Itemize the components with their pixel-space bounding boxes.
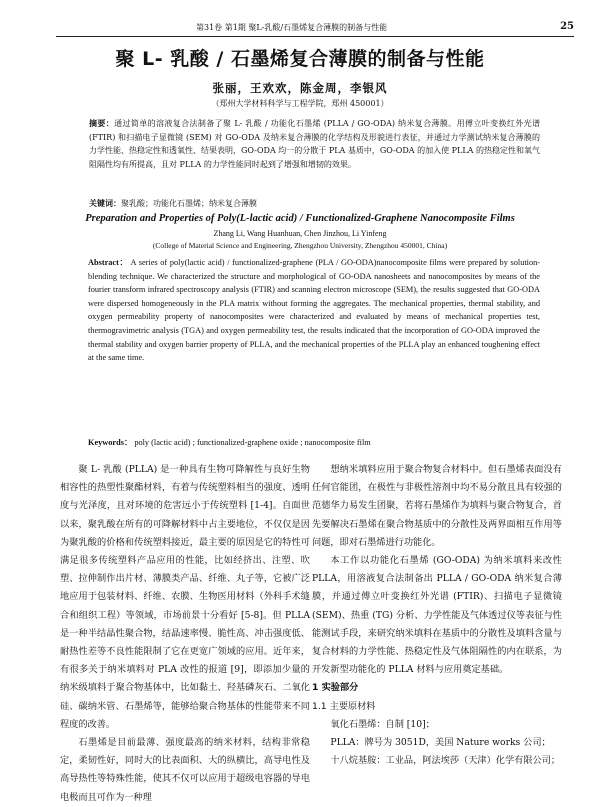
body-paragraph: 本工作以功能化石墨烯 (GO-ODA) 为纳米填料来改性 PLLA，用溶液复合法制备出 PLLA / GO-ODA 纳米复合薄膜，并通过傅立叶变换红外光谱 (FTIR)、扫描电子显微镜 (SEM)、热重 (TG) 分析、力学性能及气体透过仪等表征与性能测试手段，来研究纳米填料在基质中的分散性及填料含量与复合材料的力学性能、热稳定性及气体阻隔性的内在联系，为开发新型功能化的 PLLA 材料与应用奠定基础。 — [312, 555, 562, 676]
material-item: PLLA：牌号为 3051D，美国 Nature works 公司； — [330, 737, 551, 749]
affiliation-en: (College of Material Science and Engineering, Zhengzhou University, Zhengzhou 450001, China) — [152, 241, 448, 250]
authors-en: Zhang Li, Wang Huanhuan, Chen Jinzhou, Li Yinfeng — [213, 229, 387, 238]
section-heading: 1 实验部分 — [312, 682, 359, 694]
keywords-cn — [89, 198, 540, 209]
keywords-en — [88, 436, 540, 448]
body-paragraph: 石墨烯是目前最薄、强度最高的纳米材料，结构非常稳定，柔韧性好，同时大的比表面积、大的纵横比，高导电性及高导热性等特殊性能，使其不仅可以应用于超级电容器的导电电极而且可作为一种理 — [60, 737, 310, 803]
paper-title-cn: 聚 L- 乳酸 / 石墨烯复合薄膜的制备与性能 — [115, 48, 485, 70]
keywords-cn-text: 聚乳酸；功能化石墨烯；纳米复合薄膜 — [121, 199, 257, 208]
body-column-right — [312, 461, 562, 770]
body-column-left — [60, 461, 310, 807]
affiliation-cn: （郑州大学材料科学与工程学院，郑州 450001） — [211, 99, 389, 108]
subsection-heading: 1.1 主要原材料 — [312, 700, 376, 712]
body-paragraph: 想纳米填料应用于聚合物复合材料中。但石墨烯表面没有任何官能团，在极性与非极性溶剂中均不易分散且具有较强的范德华力易发生团聚，若将石墨烯作为填料与聚合物复合，首先要解决石墨烯在聚合物基质中的分散性及两界面相互作用等问题，即对石墨烯进行功能化。 — [312, 464, 562, 548]
material-item: 氧化石墨烯：自制 [10]； — [330, 718, 435, 730]
abstract-en — [88, 256, 540, 365]
keywords-en-label: Keywords： — [88, 438, 133, 447]
abstract-cn — [89, 117, 540, 171]
material-item: 十八烷基胺：工业品，阿法埃莎（天津）化学有限公司； — [330, 755, 561, 767]
abstract-en-text: A series of poly(lactic acid) / functionalized-graphene (PLA / GO-ODA)nanocomposite films were prepared by solution-blending technique. We characterized the structure and morphological of GO-ODA nanosheets and nanocomposites by means of the fourier transform infrared spectroscopy analysis (FTIR) and scanning electron microscope (SEM), the results suggested that GO-ODA were dispersed homogeneously in the PLA matrix without forming the aggregates. The mechanical properties, thermal stability, and oxygen permeability property of nanocomposites were characterized and evaluated by means of mechanical properties test, thermogravimetric analysis (TGA) and oxygen permeability test, the results indicated that the incorporation of GO-ODA improved the thermal stability and oxygen barrier property of PLLA, and the mechanical properties of the PLLA play an enhanced toughening effect at the same time. — [88, 258, 541, 363]
keywords-cn-label: 关键词： — [89, 198, 121, 208]
paper-title-en: Preparation and Properties of Poly(L-lactic acid) / Functionalized-Graphene Nanocomposite Films — [85, 213, 515, 224]
keywords-en-text: poly (lactic acid) ; functionalized-graphene oxide ; nanocomposite film — [134, 438, 371, 447]
abstract-cn-text: 通过简单的溶液复合法制备了聚 L- 乳酸 / 功能化石墨烯 (PLLA / GO-ODA) 纳米复合薄膜。用傅立叶变换红外光谱 (FTIR) 和扫描电子显微镜 (SEM) 对 GO-ODA 及纳米复合薄膜的化学结构及形貌进行表征，并通过力学测试纳米复合薄膜的力学性能、热稳定性和透氧性、结果表明，GO-ODA 均一的分散于 PLA 基质中，GO-ODA 的加入使 PLLA 的热稳定性和氧气阻隔性均有所提高，且对 PLLA 的力学性能同时起到了增强和增韧的效果。 — [89, 119, 541, 169]
abstract-cn-label: 摘要： — [89, 118, 115, 128]
journal-info: 第31卷 第1期 聚L-乳酸/石墨烯复合薄膜的制备与性能 — [196, 23, 388, 32]
running-header — [56, 20, 574, 37]
body-paragraph: 聚 L- 乳酸 (PLLA) 是一种具有生物可降解性与良好生物相容性的热塑性聚酯材料，有着与传统塑料相当的强度、透明度与光泽度，且对环境的危害远小于传统塑料 [1-4]。自面世以来，聚乳酸在所有的可降解材料中占主要地位，不仅仅是因为聚乳酸的价格和传统塑料接近，最主要的原因是它的特性可满足很多传统塑料产品应用的性能，比如经挤出、注塑、吹塑、拉伸制作出片材、薄膜类产品、纤维、丸子等，它被广泛地应用于包装材料、纤维、农膜、生物医用材料（外科手术缝合和组织工程）等领域，市场前景十分看好 [5-8]。但 PLLA 是一种半结晶性聚合物，结晶速率慢、脆性高、冲击强度低、耐热性差等不良性能限制了它在更宽广领域的应用。近年来，有很多关于纳米填料对 PLA 改性的报道 [9]，即添加少量的纳米级填料于聚合物基体中，比如黏土、羟基磷灰石、二氧化硅、碳纳米管、石墨烯等，能够给聚合物基体的性能带来不同程度的改善。 — [60, 464, 310, 730]
abstract-en-label: Abstract： — [88, 258, 129, 267]
authors-cn: 张丽，王欢欢，陈金周，李银风 — [212, 81, 388, 95]
page-number: 25 — [560, 21, 574, 32]
